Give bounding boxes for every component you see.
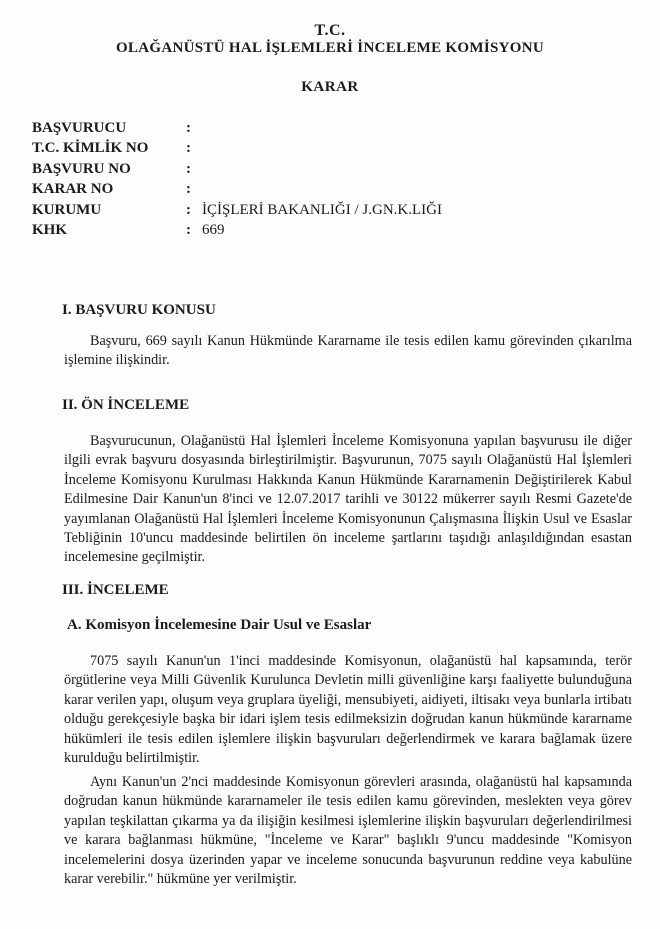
meta-value: İÇİŞLERİ BAKANLIĞI / J.GN.K.LIĞI <box>202 201 442 218</box>
paragraph-preliminary-review: Başvurucunun, Olağanüstü Hal İşlemleri İnceleme Komisyonuna yapılan başvurusu ile diğer ilgili evrak başvuru dosyasında birleştirilmiştir. Başvurunun, 7075 sayılı Olağanüstü Hal İşlemleri İnceleme Komisyonu Kurulması Hakkında Kanun Hükmünde Kararnamenin Değiştirilerek Kabul Edilmesine Dair Kanun'un 8'inci ve 12.07.2017 tarihli ve 30122 mükerrer sayılı Resmi Gazete'de yayımlanan Olağanüstü Hal İşlemleri İnceleme Komisyonunun Çalışmasına İlişkin Usul ve Esaslar Tebliğinin 10'uncu maddesinde belirtilen ön inceleme şartlarını taşıdığı anlaşıldığından esastan incelemesine geçilmiştir. <box>64 433 632 566</box>
header-commission-name: OLAĞANÜSTÜ HAL İŞLEMLERİ İNCELEME KOMİSYONU <box>116 40 544 56</box>
meta-row-applicant <box>32 118 592 138</box>
meta-label: BAŞVURU NO <box>32 160 131 177</box>
section-heading-application-subject: I. BAŞVURU KONUSU <box>62 302 216 318</box>
meta-colon: : <box>186 221 191 238</box>
meta-colon: : <box>186 201 191 218</box>
subsection-heading-procedure: A. Komisyon İncelemesine Dair Usul ve Esaslar <box>67 617 372 633</box>
meta-colon: : <box>186 181 191 198</box>
meta-row-khk <box>32 220 592 240</box>
paragraph-procedure-1: 7075 sayılı Kanun'un 1'inci maddesinde Komisyonun, olağanüstü hal kapsamında, terör örgütlerine veya Milli Güvenlik Kurulunca Devletin milli güvenliğine karşı faaliyette bulunduğuna karar verilen yapı, oluşum veya gruplara üyeliği, mensubiyeti, aidiyeti, iltisakı veya bunlarla irtibatı olduğu gerekçesiyle başka bir idari işlem tesis edilmeksizin doğrudan kanun hükmünde kararname hükümleri ile tesis edilen işlemlere ilişkin başvuruları değerlendirmek ve karara bağlamak üzere kurulduğu belirtilmiştir. <box>64 653 632 767</box>
meta-row-application-no <box>32 159 592 179</box>
meta-label: T.C. KİMLİK NO <box>32 140 149 157</box>
meta-label: KURUMU <box>32 201 102 218</box>
section-heading-review: III. İNCELEME <box>62 582 169 598</box>
meta-label: BAŞVURUCU <box>32 120 127 136</box>
meta-label: KARAR NO <box>32 181 114 198</box>
meta-colon: : <box>186 140 191 157</box>
header-tc: T.C. <box>314 22 346 39</box>
case-metadata <box>32 118 592 240</box>
meta-colon: : <box>186 160 191 177</box>
meta-row-id-number <box>32 138 592 158</box>
meta-value: 669 <box>202 221 225 238</box>
meta-colon: : <box>186 120 191 136</box>
paragraph-procedure-2: Aynı Kanun'un 2'nci maddesinde Komisyonun görevleri arasında, olağanüstü hal kapsamında doğrudan kanun hükmünde kararnameler ile tesis edilen kamu görevinden, meslekten veya görev yapılan teşkilattan çıkarma ya da ilişiğin kesilmesi işlemlerine ilişkin başvuruları değerlendirilmesi ve karara bağlanması hükmüne, "İnceleme ve Karar" başlıklı 9'uncu maddesinde "Komisyon incelemelerini dosya üzerinden yapar ve inceleme sonucunda başvurunun reddine veya kabulüne karar verebilir." hükmüne yer verilmiştir. <box>64 774 632 888</box>
meta-label: KHK <box>32 221 68 238</box>
meta-row-decision-no <box>32 179 592 199</box>
paragraph-application-subject: Başvuru, 669 sayılı Kanun Hükmünde Kararname ile tesis edilen kamu görevinden çıkarılma işlemine ilişkindir. <box>64 333 632 369</box>
header-decision-title: KARAR <box>301 79 359 95</box>
meta-row-institution <box>32 200 592 220</box>
section-heading-preliminary-review: II. ÖN İNCELEME <box>62 397 190 413</box>
